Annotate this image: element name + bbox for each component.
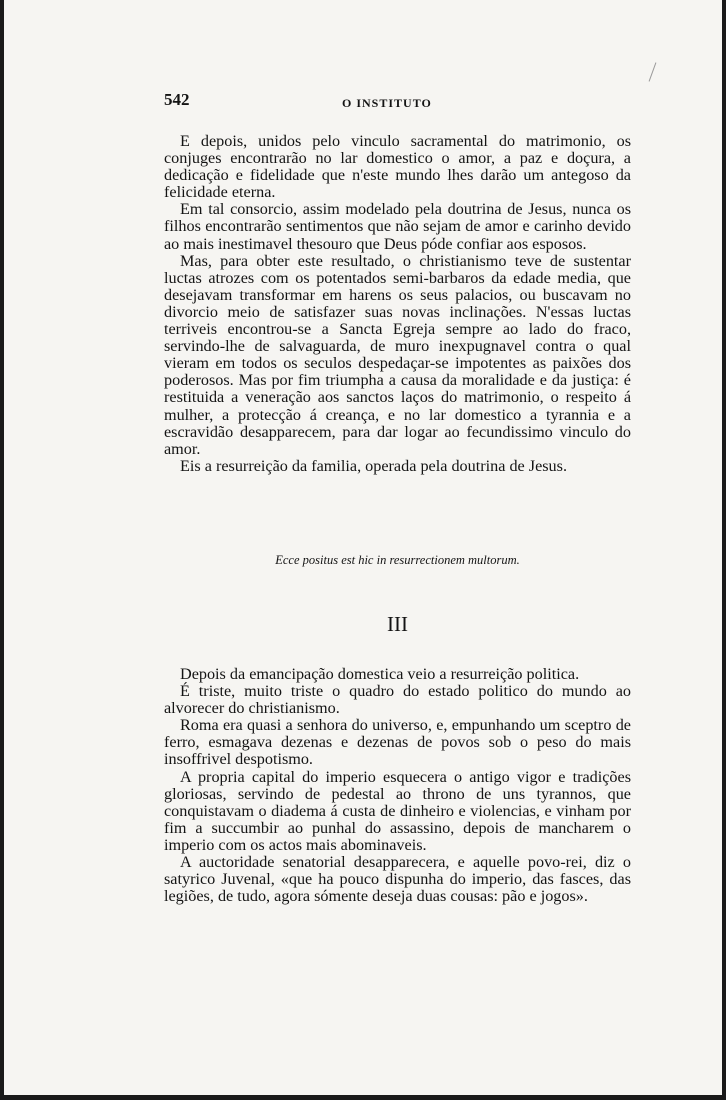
paragraph: É triste, muito triste o quadro do estado politico do mundo ao alvorecer do christianismo. <box>164 682 631 718</box>
paragraph: Mas, para obter este resultado, o christianismo teve de sustentar luctas atrozes com os potentados semi-barbaros da edade media, que desejavam transformar em harens os seus palacios, ou buscavam no divorcio meio de satisfazer suas novas inclinações. N'essas luctas terriveis encontrou-se a Sancta Egreja sempre ao lado do fraco, servindo-lhe de salvaguarda, de muro inexpugnavel contra o qual vieram em todos os seculos despedaçar-se impotentes as paixões dos poderosos. Mas por fim triumpha a causa da moralidade e da justiça: é restituida a veneração aos sanctos laços do matrimonio, o respeito á mulher, a protecção á creança, e no lar domestico a tyrannia e a escravidão desapparecem, para dar logar ao fecundissimo vinculo do amor. <box>164 251 631 458</box>
paragraph: A propria capital do imperio esquecera o antigo vigor e tradições gloriosas, servindo de pedestal ao throno de uns tyrannos, que conquistavam o diadema á custa de dinheiro e violencias, e vinham por fim a succumbir ao punhal do assassino, depois de mancharem o imperio com os actos mais abominaveis. <box>164 767 631 854</box>
running-title: O INSTITUTO <box>342 96 432 110</box>
text-block-before <box>164 133 631 475</box>
paragraph: Em tal consorcio, assim modelado pela doutrina de Jesus, nunca os filhos encontrarão sentimentos que não sejam de amor e carinho devido ao mais inestimavel thesouro que Deus póde confiar aos esposos. <box>164 200 631 253</box>
section-heading: III <box>387 612 408 636</box>
paragraph: Depois da emancipação domestica veio a resurreição politica. <box>180 665 580 683</box>
paragraph: E depois, unidos pelo vinculo sacramental do matrimonio, os conjuges encontrarão no lar domestico o amor, a paz e doçura, a dedicação e fidelidade que n'este mundo lhes darão um antegoso da felicidade eterna. <box>164 132 631 202</box>
margin-pencil-mark <box>649 62 657 81</box>
page-number: 542 <box>164 90 190 109</box>
paragraph: A auctoridade senatorial desapparecera, e aquelle povo-rei, diz o satyrico Juvenal, «que ha pouco dispunha do imperio, das fasces, das legiões, de tudo, agora sómente deseja duas cousas: pão e jogos». <box>164 853 631 906</box>
paragraph: Eis a resurreição da familia, operada pela doutrina de Jesus. <box>180 456 567 475</box>
text-block-after <box>164 666 631 905</box>
paragraph: Roma era quasi a senhora do universo, e, empunhando um sceptro de ferro, esmagava dezenas e dezenas de povos sob o peso do mais insoffrivel despotismo. <box>164 716 631 769</box>
latin-quote: Ecce positus est hic in resurrectionem multorum. <box>275 553 520 567</box>
